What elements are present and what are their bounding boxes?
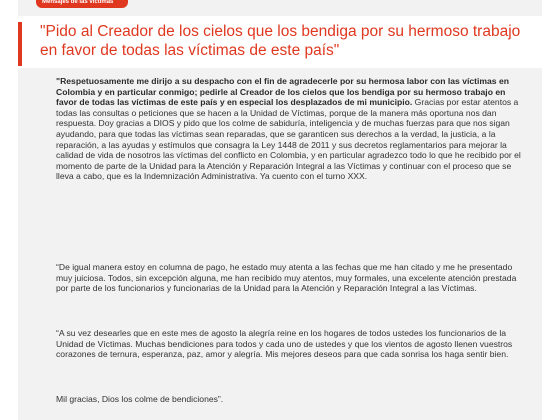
paragraph-1 bbox=[56, 76, 526, 182]
title-block bbox=[18, 16, 542, 68]
section-tab-label: Mensajes de las víctimas bbox=[42, 0, 114, 5]
paragraph-1-rest: Gracias por estar atentos a todas las consultas o peticiones que se hacen a la Unidad de Víctimas, porque de la manera más oportuna nos dan respuesta. Doy gracias a DIOS y pido que los colme de sabiduría, inteligencia y de muchas fuerzas para que nos sigan ayudando, para que todas las víctimas sean reparadas, que se garanticen sus derechos a la verdad, la justicia, a la reparación, a las ayudas y estímulos que consagra la Ley 1448 de 2011 y sus decretos reglamentarios para mejorar la calidad de vida de nosotros las víctimas del conflicto en Colombia, y en particular agradezco todo lo que he recibido por el momento de parte de la Unidad para la Atención y Reparación Integral a las Víctimas y continuar con el proceso que se lleva a cabo, que es la Indemnización Administrativa. Ya cuento con el turno XXX. bbox=[56, 97, 521, 182]
page-title: "Pido al Creador de los cielos que los bendiga por su hermoso trabajo en favor de todas las víctimas de este país" bbox=[40, 23, 521, 59]
section-tab bbox=[36, 0, 128, 8]
paragraph-3: “A su vez desearles que en este mes de agosto la alegría reine en los hogares de todos ustedes los funcionarios de la Unidad de Víctimas. Muchas bendiciones para todos y cada uno de ustedes y que los vientos de agosto llenen vuestros corazones de ternura, esperanza, paz, amor y alegría. Mis mejores deseos para que cada sonrisa los haga sentir bien. bbox=[56, 328, 513, 360]
paragraph-2: “De igual manera estoy en columna de pago, he estado muy atenta a las fechas que me han citado y me he presentado muy juiciosa. Todos, sin excepción alguna, me han recibido muy atentos, muy formales, una excelente atención prestada por parte de los funcionarios y funcionarias de la Unidad para la Atención y Reparación Integral a las Víctimas. bbox=[56, 262, 517, 294]
title-accent-bar bbox=[18, 22, 22, 66]
paragraph-1-bold: "Respetuosamente me dirijo a su despacho con el fin de agradecerle por su hermosa labor con las víctimas en Colombia y en particular conmigo; pedirle al Creador de los cielos que los bendiga por su hermoso trabajo en favor de todas las víctimas de este país y en especial los desplazados de mi municipio. bbox=[56, 76, 510, 108]
paragraph-4: Mil gracias, Dios los colme de bendiciones”. bbox=[56, 394, 224, 404]
